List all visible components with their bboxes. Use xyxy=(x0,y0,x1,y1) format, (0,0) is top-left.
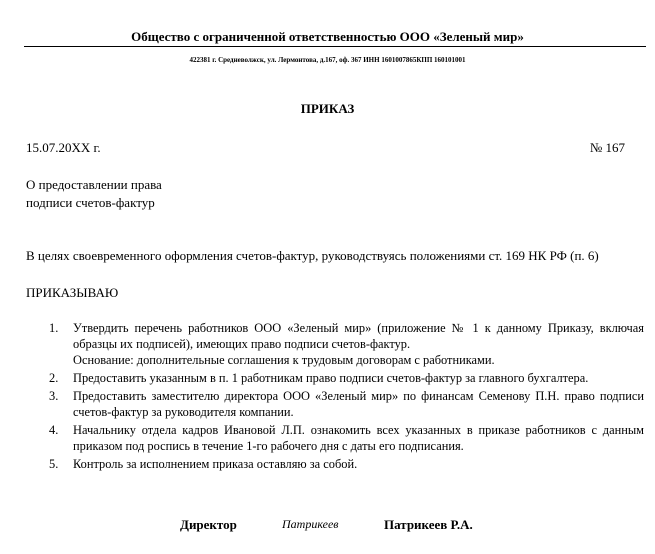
signatory-name: Патрикеев Р.А. xyxy=(384,517,473,532)
subject-line-2: подписи счетов-фактур xyxy=(26,195,155,210)
preamble: В целях своевременного оформления счетов-фактур, руководствуясь положениями ст. 169 НК РФ (п. 6) xyxy=(26,248,599,263)
header-divider xyxy=(24,46,646,47)
item-text: Утвердить перечень работников ООО «Зеленый мир» (приложение № 1 к данному Приказу, включая образцы их подписей), имеющих право подписи счетов-фактур. xyxy=(73,321,644,351)
document-number: № 167 xyxy=(589,140,625,155)
item-number: 4. xyxy=(49,423,59,437)
handwritten-signature: Патрикеев xyxy=(282,517,339,531)
document-title: ПРИКАЗ xyxy=(300,101,355,116)
item-number: 2. xyxy=(49,371,59,385)
item-number: 3. xyxy=(49,389,59,403)
item-text: Предоставить указанным в п. 1 работникам право подписи счетов-фактур за главного бухгалтера. xyxy=(73,371,589,385)
subject-line-1: О предоставлении права xyxy=(26,177,162,192)
item-text: Контроль за исполнением приказа оставляю за собой. xyxy=(73,457,358,471)
item-number: 1. xyxy=(49,321,59,335)
organization-name: Общество с ограниченной ответственностью ООО «Зеленый мир» xyxy=(131,29,524,44)
item-text: Начальнику отдела кадров Ивановой Л.П. ознакомить всех указанных в приказе работников с данным приказом под роспись в течение 1-го рабочего дня с даты его подписания. xyxy=(73,423,644,453)
order-item xyxy=(26,370,644,386)
signatory-role: Директор xyxy=(180,517,237,532)
order-word: ПРИКАЗЫВАЮ xyxy=(26,285,119,300)
order-items xyxy=(26,320,644,474)
document-date: 15.07.20ХХ г. xyxy=(26,140,101,155)
item-text: Предоставить заместителю директора ООО «Зеленый мир» по финансам Семенову П.Н. право подписи счетов-фактур за руководителя компании. xyxy=(73,389,644,419)
order-item xyxy=(26,422,644,454)
order-item xyxy=(26,388,644,420)
order-item xyxy=(26,456,644,472)
order-item xyxy=(26,320,644,368)
document-subject xyxy=(26,176,162,212)
item-number: 5. xyxy=(49,457,59,471)
item-note: Основание: дополнительные соглашения к трудовым договорам с работниками. xyxy=(73,353,495,367)
organization-address: 422381 г. Средневолжск, ул. Лермонтова, д.167, оф. 367 ИНН 1601007865КПП 160101001 xyxy=(189,56,466,64)
